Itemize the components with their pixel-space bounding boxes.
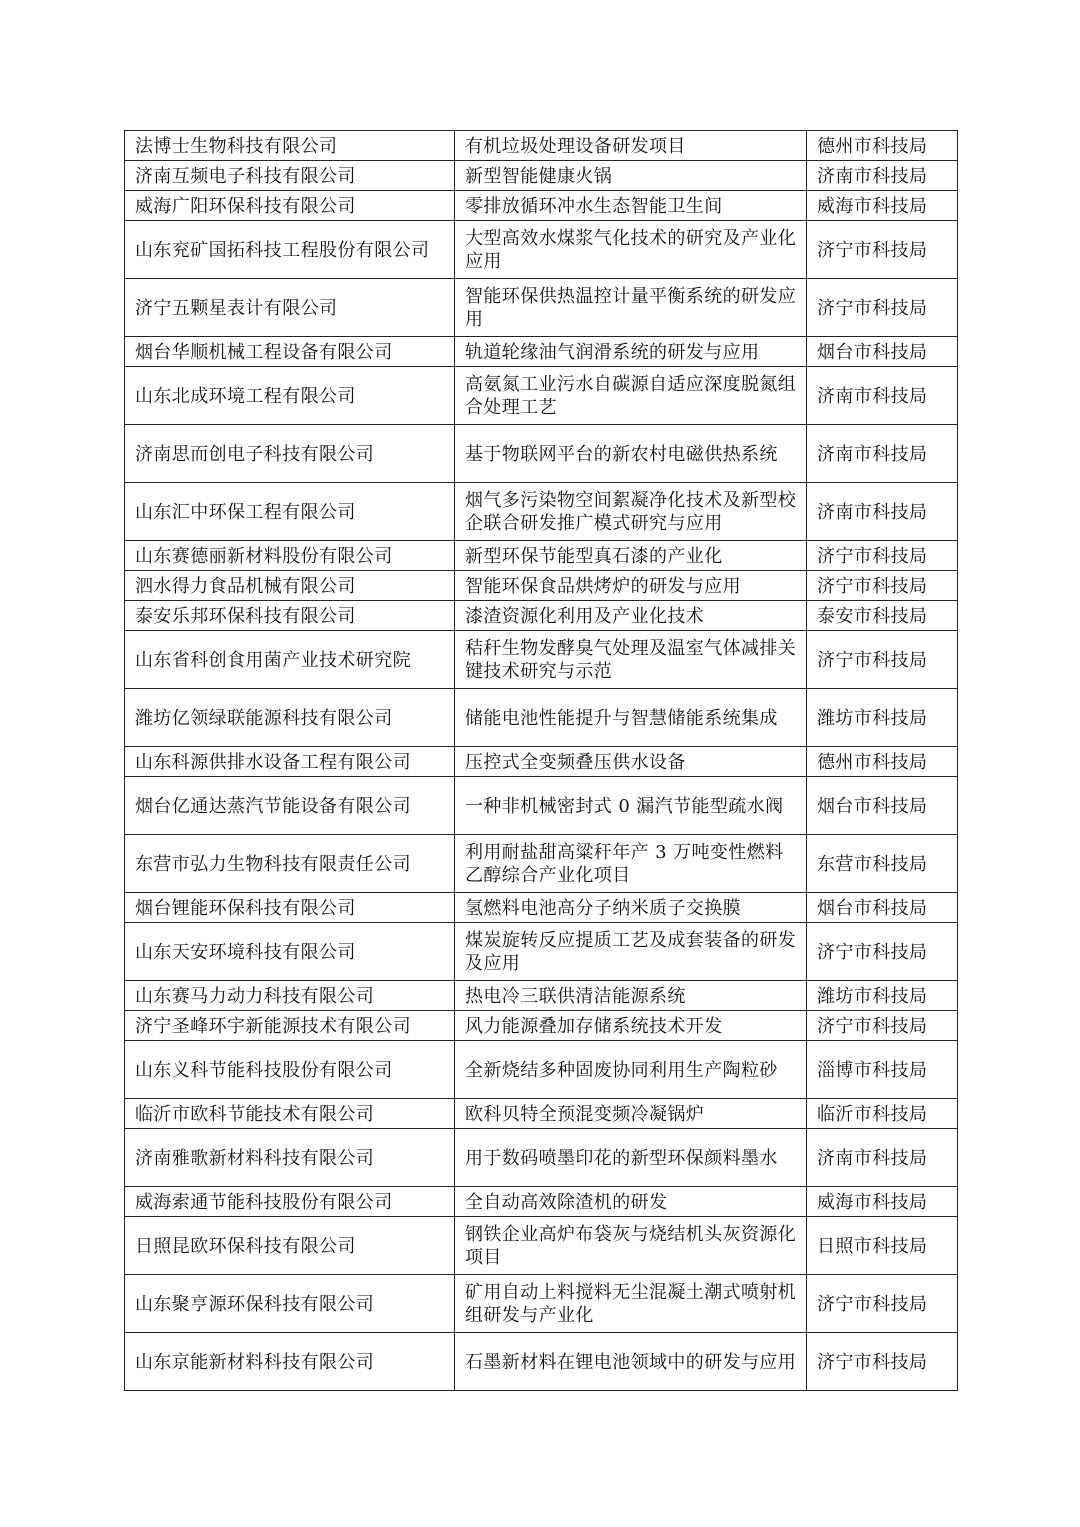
recommending-bureau-cell: 临沂市科技局 (807, 1099, 958, 1129)
table-row (125, 1275, 958, 1333)
company-name-cell: 东营市弘力生物科技有限责任公司 (125, 835, 455, 893)
recommending-bureau-cell: 济南市科技局 (807, 425, 958, 483)
project-name-cell: 风力能源叠加存储系统技术开发 (455, 1011, 807, 1041)
company-name-cell: 济宁五颗星表计有限公司 (125, 279, 455, 337)
table-row (125, 631, 958, 689)
company-name-cell: 泰安乐邦环保科技有限公司 (125, 601, 455, 631)
table-row (125, 601, 958, 631)
recommending-bureau-cell: 威海市科技局 (807, 191, 958, 221)
recommending-bureau-cell: 威海市科技局 (807, 1187, 958, 1217)
table-row (125, 747, 958, 777)
project-name-cell: 烟气多污染物空间絮凝净化技术及新型校企联合研发推广模式研究与应用 (455, 483, 807, 541)
recommending-bureau-cell: 济宁市科技局 (807, 571, 958, 601)
recommending-bureau-cell: 烟台市科技局 (807, 893, 958, 923)
recommending-bureau-cell: 济宁市科技局 (807, 279, 958, 337)
table-row (125, 1333, 958, 1391)
project-name-cell: 基于物联网平台的新农村电磁供热系统 (455, 425, 807, 483)
table-row (125, 923, 958, 981)
project-name-cell: 大型高效水煤浆气化技术的研究及产业化应用 (455, 221, 807, 279)
project-name-cell: 秸秆生物发酵臭气处理及温室气体减排关键技术研究与示范 (455, 631, 807, 689)
table-row (125, 777, 958, 835)
recommending-bureau-cell: 济南市科技局 (807, 161, 958, 191)
company-name-cell: 日照昆欧环保科技有限公司 (125, 1217, 455, 1275)
company-name-cell: 烟台亿通达蒸汽节能设备有限公司 (125, 777, 455, 835)
table-row (125, 541, 958, 571)
company-name-cell: 烟台锂能环保科技有限公司 (125, 893, 455, 923)
table-row (125, 337, 958, 367)
company-name-cell: 山东赛马力动力科技有限公司 (125, 981, 455, 1011)
project-name-cell: 轨道轮缘油气润滑系统的研发与应用 (455, 337, 807, 367)
recommending-bureau-cell: 济宁市科技局 (807, 1275, 958, 1333)
project-name-cell: 储能电池性能提升与智慧储能系统集成 (455, 689, 807, 747)
recommending-bureau-cell: 济宁市科技局 (807, 923, 958, 981)
recommending-bureau-cell: 日照市科技局 (807, 1217, 958, 1275)
recommending-bureau-cell: 东营市科技局 (807, 835, 958, 893)
recommending-bureau-cell: 德州市科技局 (807, 131, 958, 161)
table-row (125, 367, 958, 425)
company-name-cell: 山东京能新材料科技有限公司 (125, 1333, 455, 1391)
recommending-bureau-cell: 济南市科技局 (807, 483, 958, 541)
recommending-bureau-cell: 济宁市科技局 (807, 1333, 958, 1391)
table-row (125, 1129, 958, 1187)
company-name-cell: 山东科源供排水设备工程有限公司 (125, 747, 455, 777)
recommending-bureau-cell: 济宁市科技局 (807, 631, 958, 689)
recommending-bureau-cell: 泰安市科技局 (807, 601, 958, 631)
company-name-cell: 威海索通节能科技股份有限公司 (125, 1187, 455, 1217)
project-name-cell: 智能环保供热温控计量平衡系统的研发应用 (455, 279, 807, 337)
company-name-cell: 山东省科创食用菌产业技术研究院 (125, 631, 455, 689)
project-name-cell: 新型智能健康火锅 (455, 161, 807, 191)
table-row (125, 161, 958, 191)
project-name-cell: 欧科贝特全预混变频冷凝锅炉 (455, 1099, 807, 1129)
table-row (125, 1217, 958, 1275)
project-name-cell: 全自动高效除渣机的研发 (455, 1187, 807, 1217)
company-name-cell: 潍坊亿领绿联能源科技有限公司 (125, 689, 455, 747)
recommending-bureau-cell: 潍坊市科技局 (807, 981, 958, 1011)
company-name-cell: 烟台华顺机械工程设备有限公司 (125, 337, 455, 367)
table-row (125, 221, 958, 279)
recommending-bureau-cell: 济南市科技局 (807, 1129, 958, 1187)
project-name-cell: 漆渣资源化利用及产业化技术 (455, 601, 807, 631)
company-name-cell: 山东兖矿国拓科技工程股份有限公司 (125, 221, 455, 279)
company-name-cell: 济南互频电子科技有限公司 (125, 161, 455, 191)
company-name-cell: 山东北成环境工程有限公司 (125, 367, 455, 425)
company-name-cell: 山东天安环境科技有限公司 (125, 923, 455, 981)
table-row (125, 483, 958, 541)
project-name-cell: 高氨氮工业污水自碳源自适应深度脱氮组合处理工艺 (455, 367, 807, 425)
table-row (125, 571, 958, 601)
project-name-cell: 热电冷三联供清洁能源系统 (455, 981, 807, 1011)
table-row (125, 1041, 958, 1099)
project-name-cell: 石墨新材料在锂电池领域中的研发与应用 (455, 1333, 807, 1391)
table-row (125, 131, 958, 161)
company-name-cell: 山东聚亨源环保科技有限公司 (125, 1275, 455, 1333)
company-name-cell: 济南雅歌新材料科技有限公司 (125, 1129, 455, 1187)
recommending-bureau-cell: 烟台市科技局 (807, 777, 958, 835)
recommending-bureau-cell: 济宁市科技局 (807, 541, 958, 571)
project-name-cell: 钢铁企业高炉布袋灰与烧结机头灰资源化项目 (455, 1217, 807, 1275)
table-row (125, 279, 958, 337)
table-row (125, 191, 958, 221)
recommending-bureau-cell: 淄博市科技局 (807, 1041, 958, 1099)
project-name-cell: 利用耐盐甜高粱秆年产 3 万吨变性燃料乙醇综合产业化项目 (455, 835, 807, 893)
project-table-body (125, 131, 958, 1391)
project-name-cell: 新型环保节能型真石漆的产业化 (455, 541, 807, 571)
company-name-cell: 山东赛德丽新材料股份有限公司 (125, 541, 455, 571)
project-name-cell: 智能环保食品烘烤炉的研发与应用 (455, 571, 807, 601)
company-name-cell: 济南思而创电子科技有限公司 (125, 425, 455, 483)
project-name-cell: 一种非机械密封式 0 漏汽节能型疏水阀 (455, 777, 807, 835)
project-name-cell: 零排放循环冲水生态智能卫生间 (455, 191, 807, 221)
table-row (125, 1099, 958, 1129)
company-name-cell: 济宁圣峰环宇新能源技术有限公司 (125, 1011, 455, 1041)
table-row (125, 893, 958, 923)
project-name-cell: 全新烧结多种固废协同利用生产陶粒砂 (455, 1041, 807, 1099)
company-name-cell: 山东义科节能科技股份有限公司 (125, 1041, 455, 1099)
project-name-cell: 煤炭旋转反应提质工艺及成套装备的研发及应用 (455, 923, 807, 981)
recommending-bureau-cell: 德州市科技局 (807, 747, 958, 777)
recommending-bureau-cell: 济南市科技局 (807, 367, 958, 425)
company-name-cell: 山东汇中环保工程有限公司 (125, 483, 455, 541)
project-name-cell: 氢燃料电池高分子纳米质子交换膜 (455, 893, 807, 923)
project-name-cell: 有机垃圾处理设备研发项目 (455, 131, 807, 161)
table-row (125, 425, 958, 483)
recommending-bureau-cell: 济宁市科技局 (807, 221, 958, 279)
company-name-cell: 法博士生物科技有限公司 (125, 131, 455, 161)
table-row (125, 1011, 958, 1041)
project-table (124, 130, 958, 1391)
table-row (125, 981, 958, 1011)
recommending-bureau-cell: 潍坊市科技局 (807, 689, 958, 747)
project-name-cell: 矿用自动上料搅料无尘混凝土潮式喷射机组研发与产业化 (455, 1275, 807, 1333)
project-name-cell: 压控式全变频叠压供水设备 (455, 747, 807, 777)
company-name-cell: 临沂市欧科节能技术有限公司 (125, 1099, 455, 1129)
recommending-bureau-cell: 烟台市科技局 (807, 337, 958, 367)
company-name-cell: 威海广阳环保科技有限公司 (125, 191, 455, 221)
table-row (125, 1187, 958, 1217)
company-name-cell: 泗水得力食品机械有限公司 (125, 571, 455, 601)
project-name-cell: 用于数码喷墨印花的新型环保颜料墨水 (455, 1129, 807, 1187)
table-row (125, 835, 958, 893)
table-row (125, 689, 958, 747)
recommending-bureau-cell: 济宁市科技局 (807, 1011, 958, 1041)
